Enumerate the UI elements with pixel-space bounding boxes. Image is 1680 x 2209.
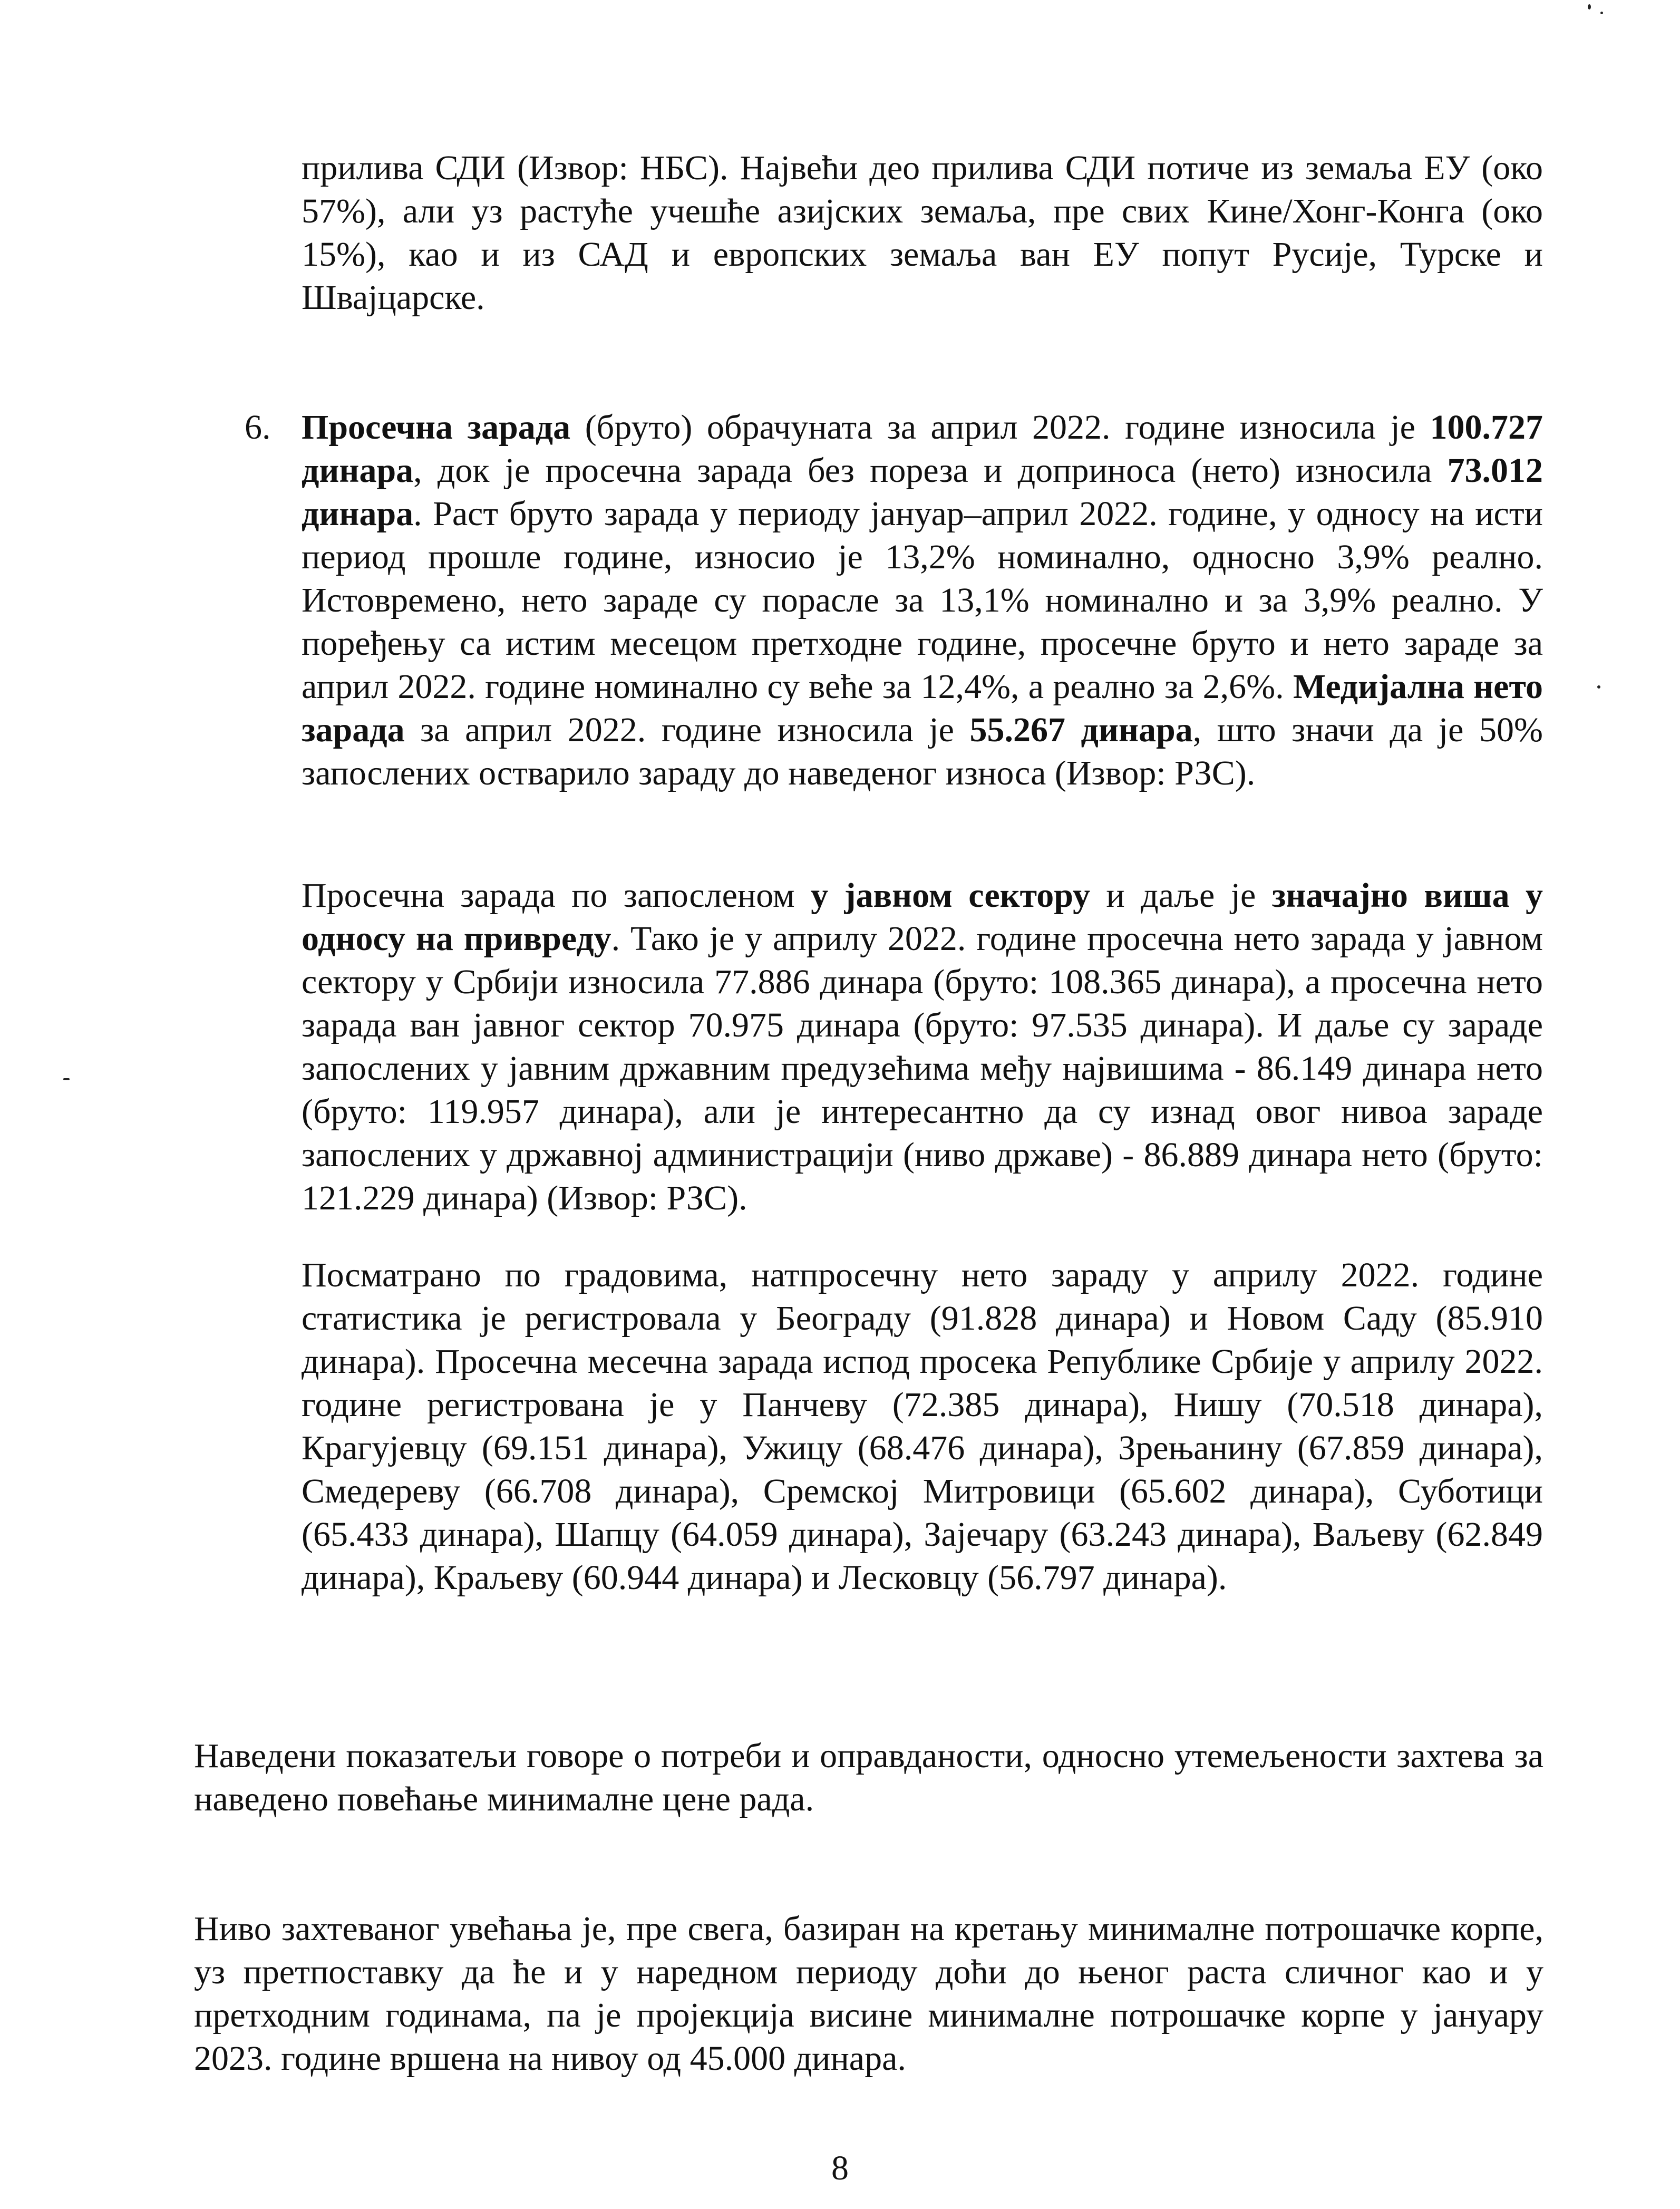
bold-median-salary: Медијална нето зарада — [302, 667, 1543, 749]
paragraph-indicators: Наведени показатељи говоре о потреби и оправданости, односно утемељености захтева за наведено повећање минималне цене рада. — [194, 1737, 1543, 1818]
item6-text-4: за април 2022. године износила је — [404, 711, 970, 749]
public-text-3: . Тако је у априлу 2022. године просечна нето зарада у јавном сектору у Србији износила 77.886 динара (бруто: 108.365 динара), а просечна нето зарада ван јавног сектор 70.975 динара (бруто: 97.535 динара). И даље су зараде запослених у јавним државним предузећима међу највишима - 86.149 динара нето (бруто: 119.957 динара), али је интересантно да су изнад овог нивоа зараде запослених у државној администрацији (ниво државе) - 86.889 динара нето (бруто: 121.229 динара) (Извор: РЗС). — [302, 919, 1543, 1217]
scan-speck — [1597, 685, 1600, 689]
item6-text-3: . Раст бруто зарада у периоду јануар–април 2022. године, у односу на исти период прошле године, износио је 13,2% номинално, односно 3,9% реално. Истовремено, нето зараде су порасле за 13,1% номинално и за 3,9% реално. У поређењу са истим месецом претходне године, просечне бруто и нето зараде за април 2022. године номинално су веће за 12,4%, а реално за 2,6%. — [302, 495, 1543, 706]
bold-net-amount: 73.012 динара — [302, 451, 1543, 533]
scan-speck — [1588, 4, 1591, 9]
item6-text-2: , док је просечна зарада без пореза и доприноса (нето) износила — [413, 451, 1448, 490]
paragraph-fdi: прилива СДИ (Извор: НБС). Највећи део прилива СДИ потиче из земаља ЕУ (око 57%), али уз растуће учешће азијских земаља, пре свих Кине/Хонг-Конга (око 15%), као и из САД и европских земаља ван ЕУ попут Русије, Турске и Швајцарске. — [302, 149, 1543, 317]
bold-median-amount: 55.267 динара — [969, 711, 1193, 749]
scan-speck — [1600, 12, 1603, 14]
bold-gross-amount: 100.727 динара — [302, 408, 1543, 490]
paragraph-public-sector — [302, 874, 1543, 1220]
public-text-2: и даље је — [1090, 876, 1272, 915]
bold-public-sector: у јавном сектору — [811, 876, 1091, 915]
item6-text-1: (бруто) обрачуната за април 2022. године износила је — [570, 408, 1430, 447]
item6-text-5: , што значи да је 50% запослених остварило зараду до наведеног износа (Извор: РЗС). — [302, 711, 1543, 792]
paragraph-increase-level: Ниво захтеваног увећања је, пре свега, базиран на кретању минималне потрошачке корпе, уз претпоставку да ће и у наредном периоду доћи до њеног раста сличног као и у претходним годинама, па је пројекција висине минималне потрошачке корпе у јануару 2023. године вршена на нивоу од 45.000 динара. — [194, 1910, 1543, 2078]
public-text-1: Просечна зарада по запосленом — [302, 876, 811, 915]
scan-speck — [63, 1078, 70, 1080]
paragraph-cities: Посматрано по градовима, натпросечну нето зараду у априлу 2022. године статистика је регистровала у Београду (91.828 динара) и Новом Саду (85.910 динара). Просечна месечна зарада испод просека Републике Србије у априлу 2022. године регистрована је у Панчеву (72.385 динара), Нишу (70.518 динара), Крагујевцу (69.151 динара), Ужицу (68.476 динара), Зрењанину (67.859 динара), Смедереву (66.708 динара), Сремској Митровици (65.602 динара), Суботици (65.433 динара), Шапцу (64.059 динара), Зајечару (63.243 динара), Ваљеву (62.849 динара), Краљеву (60.944 динара) и Лесковцу (56.797 динара). — [302, 1256, 1543, 1597]
list-item-6 — [245, 406, 1543, 795]
bold-average-salary: Просечна зарада — [302, 408, 571, 447]
bold-significantly-higher: значајно виша у односу на привреду — [302, 876, 1543, 958]
list-item-number: 6. — [245, 408, 271, 447]
page-number: 8 — [831, 2149, 849, 2187]
